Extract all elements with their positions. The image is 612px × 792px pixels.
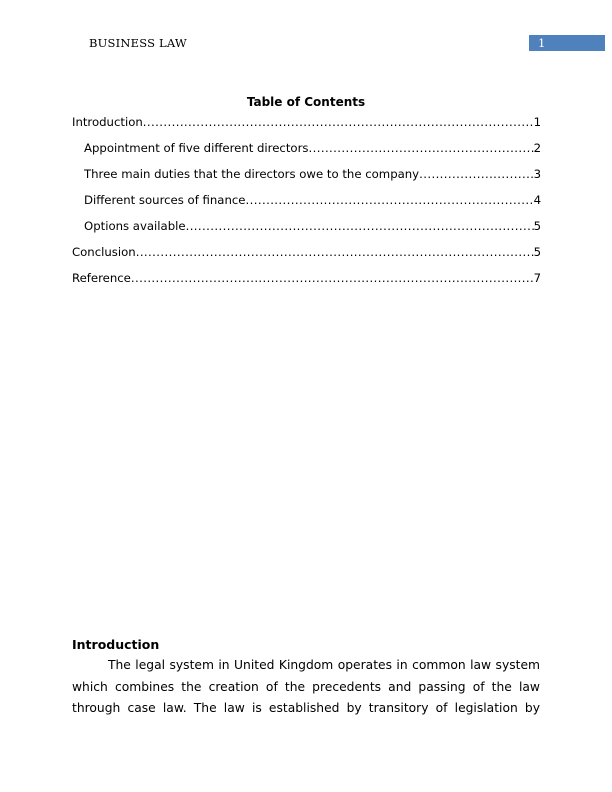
toc-entry-label: Appointment of five different directors: [84, 141, 309, 155]
introduction-text-line: which combines the creation of the precedents and passing of the law: [72, 680, 540, 694]
toc-leader-dots: [136, 245, 534, 259]
toc-entry-label: Conclusion: [72, 245, 136, 259]
toc-leader-dots: [143, 115, 534, 129]
toc-entry-page: 3: [533, 167, 541, 181]
page-number-badge: 1: [529, 35, 605, 51]
toc-entry-reference[interactable]: [72, 271, 541, 289]
toc-entry-conclusion[interactable]: [72, 245, 541, 263]
toc-entry-label: Different sources of finance: [84, 193, 246, 207]
toc-heading: Table of Contents: [246, 95, 366, 109]
toc-leader-dots: [419, 167, 533, 181]
toc-entry-label: Reference: [72, 271, 131, 285]
toc-leader-dots: [246, 193, 534, 207]
introduction-text-line: through case law. The law is established by transitory of legislation by: [72, 701, 540, 715]
toc-entry-label: Three main duties that the directors owe to the company: [84, 167, 420, 181]
toc-entry-page: 2: [533, 141, 541, 155]
toc-entry-page: 5: [533, 219, 541, 233]
toc-leader-dots: [186, 219, 534, 233]
toc-entry-sources-of-finance[interactable]: [84, 193, 541, 211]
toc-leader-dots: [131, 271, 534, 285]
toc-entry-page: 1: [533, 115, 541, 129]
toc-leader-dots: [308, 141, 533, 155]
toc-entry-options-available[interactable]: [84, 219, 541, 237]
toc-entry-page: 4: [533, 193, 541, 207]
toc-entry-label: Options available: [84, 219, 186, 233]
toc-entry-directors-duties[interactable]: [84, 167, 541, 185]
introduction-text-line: The legal system in United Kingdom operates in common law system: [108, 658, 540, 672]
toc-entry-page: 7: [533, 271, 541, 285]
running-header-title: BUSINESS LAW: [89, 36, 187, 50]
toc-entry-appointment-of-directors[interactable]: [84, 141, 541, 159]
toc-entry-page: 5: [533, 245, 541, 259]
toc-entry-introduction[interactable]: [72, 115, 541, 133]
toc-entry-label: Introduction: [72, 115, 143, 129]
introduction-heading: Introduction: [72, 637, 160, 652]
